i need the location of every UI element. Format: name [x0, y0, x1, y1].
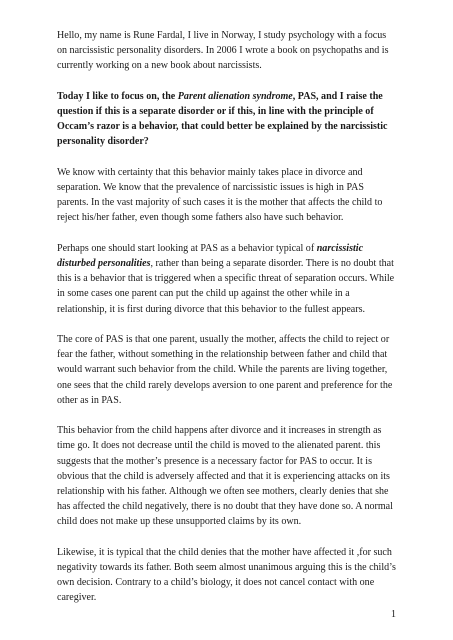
- paragraph-intro: Hello, my name is Rune Fardal, I live in Norway, I study psychology with a focus on narcissistic personality disorders. In 2006 I wrote a book on psychopaths and is currently working on a new book about narcissists.: [57, 30, 389, 72]
- paragraph-core: The core of PAS is that one parent, usually the mother, affects the child to reject or fear the father, without something in the relationship between father and child that would warrant such behavior from the child. While the parents are living together, one sees that the child rarely develops aversion to one parent and preference for the other as in PAS.: [57, 334, 393, 406]
- thesis-term: Parent alienation syndrome: [177, 90, 293, 102]
- paragraph-proposal: [57, 241, 397, 317]
- proposal-text-end: , rather than being a separate disorder. There is no doubt that this is a behavior that is triggered when a specific threat of separation occurs. While in some cases one parent can put the child up against the other while in a relationship, it is first during divorce that this behavior to the fullest appears.: [57, 258, 395, 315]
- page-number: 1: [391, 609, 396, 620]
- paragraph-context: We know with certainty that this behavior mainly takes place in divorce and separation. We know that the prevalence of narcissistic issues is high in PAS parents. In the vast majority of such cases it is the mother that affects the child to reject his/her father, even though some fathers also have such behavior.: [57, 166, 383, 224]
- thesis-text-end: , PAS, and I raise the question if this is a separate disorder or if this, in line with the principle of Occam’s razor is a behavior, that could better be explained by the narcissistic personality disorder?: [57, 90, 388, 148]
- paragraph-thesis: [57, 89, 397, 150]
- thesis-text-start: Today I like to focus on, the: [57, 90, 178, 102]
- proposal-term: narcissistic disturbed personalities: [57, 242, 364, 269]
- paragraph-behavior: This behavior from the child happens after divorce and it increases in strength as time go. It does not decrease until the child is moved to the alienated parent. this suggests that the mother’s presence is a necessary factor for PAS to occur. It is obvious that the child is adversely affected and that it is experiencing attacks on its relationship with his father. Although we often see mothers, clearly denies that she has affected the child negatively, there is no doubt that they have done so. A normal child does not make up these unsupported claims by its own.: [57, 425, 393, 528]
- paragraph-denial: Likewise, it is typical that the child denies that the mother have affected it ,for such negativity towards its father. Both seem almost unanimous arguing this is the child’s own decision. Contrary to a child’s biology, it does not cancel contact with one caregiver.: [57, 546, 396, 604]
- proposal-text-start: Perhaps one should start looking at PAS as a behavior typical of: [57, 242, 317, 254]
